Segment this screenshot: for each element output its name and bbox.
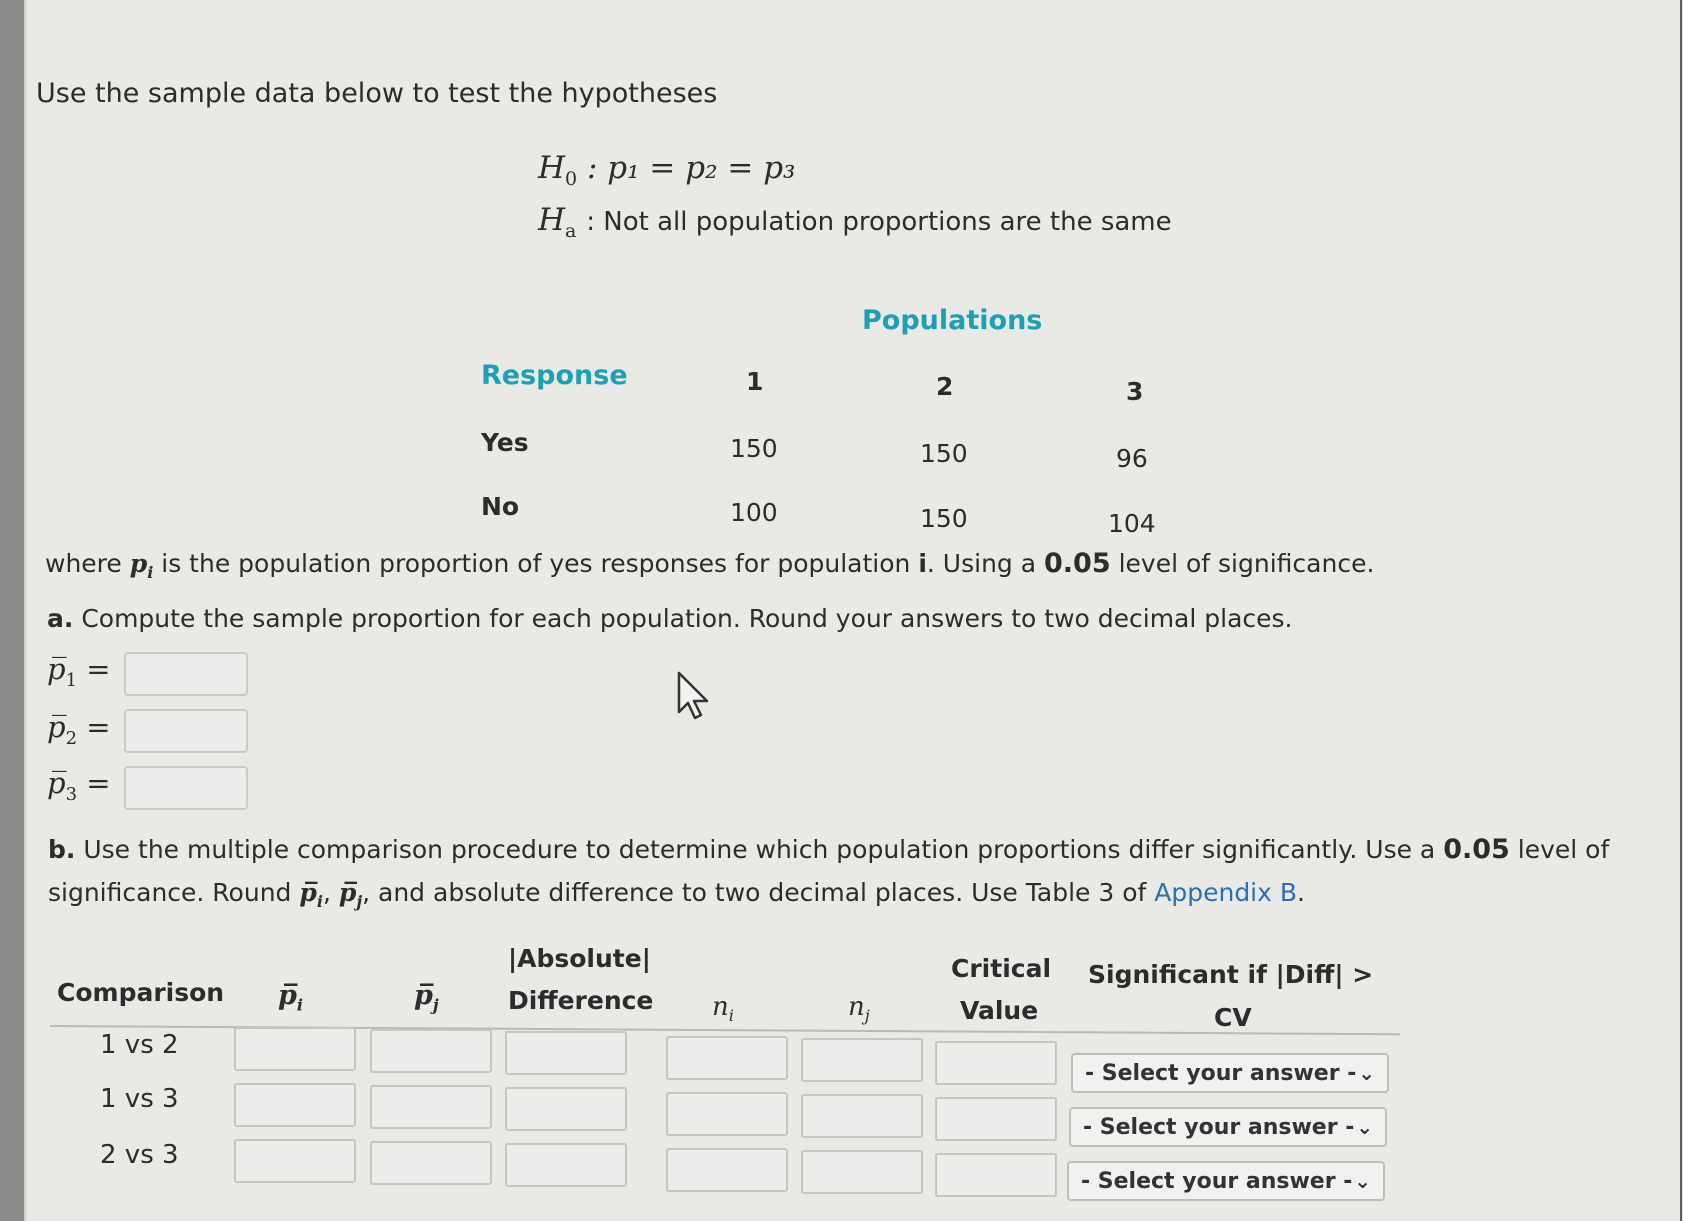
row1-cv-input[interactable] [935, 1041, 1057, 1085]
cell-no-2: 150 [920, 504, 968, 533]
intro-text: Use the sample data below to test the hypotheses [36, 78, 718, 109]
right-divider [1680, 0, 1682, 1221]
row-label-no: No [481, 492, 520, 521]
chevron-down-icon: ⌄ [1358, 1061, 1375, 1085]
row-label-1vs3: 1 vs 3 [100, 1084, 179, 1114]
where-post2: level of significance. [1118, 549, 1375, 578]
appendix-b-link[interactable]: Appendix B [1154, 878, 1298, 907]
p2-label: $p̅_2$ = [47, 710, 111, 749]
row2-significance-select[interactable]: - Select your answer - ⌄ [1069, 1107, 1387, 1147]
part-b-line-2: significance. Round $p̅_i$, $p̅_j$, and absolute difference to two decimal places. Use Table 3 of Appendix B. [48, 878, 1305, 911]
chevron-down-icon: ⌄ [1354, 1169, 1371, 1193]
header-pj: $p̅_j$ [414, 980, 439, 1015]
row2-ni-input[interactable] [666, 1092, 788, 1136]
row1-significance-select[interactable]: - Select your answer - ⌄ [1071, 1053, 1389, 1093]
left-margin-bar [0, 0, 24, 1221]
row2-nj-input[interactable] [801, 1094, 923, 1138]
null-hypothesis [538, 150, 795, 190]
p3-input[interactable] [124, 766, 248, 810]
part-b-line-1 [48, 834, 1609, 865]
chevron-down-icon: ⌄ [1356, 1115, 1373, 1139]
left-divider [24, 0, 26, 1221]
where-level: 0.05 [1044, 548, 1111, 579]
row1-pj-input[interactable] [370, 1029, 492, 1073]
p1-input[interactable] [124, 652, 248, 696]
row1-nj-input[interactable] [801, 1038, 923, 1082]
population-col-2: 2 [936, 372, 954, 401]
where-sentence [45, 548, 1374, 582]
response-header: Response [481, 360, 628, 391]
row3-pi-input[interactable] [234, 1139, 356, 1183]
where-i: i [918, 549, 927, 578]
header-ni: $n_i$ [712, 992, 734, 1026]
part-a-text: Compute the sample proportion for each population. Round your answers to two decimal places. [81, 604, 1293, 633]
alternative-hypothesis [538, 202, 1172, 242]
header-sig-line1: Significant if |Diff| > [1088, 960, 1374, 989]
cell-yes-2: 150 [920, 439, 968, 468]
part-b-line2-pre: significance. Round [48, 878, 292, 907]
where-pre: where [45, 549, 122, 578]
row2-pi-input[interactable] [234, 1083, 356, 1127]
row1-absdiff-input[interactable] [505, 1031, 627, 1075]
ha-text: : Not all population proportions are the same [586, 207, 1172, 237]
cell-yes-1: 150 [730, 434, 778, 463]
header-pi: $p̅_i$ [278, 980, 303, 1015]
row3-nj-input[interactable] [801, 1150, 923, 1194]
row2-pj-input[interactable] [370, 1085, 492, 1129]
cell-yes-3: 96 [1116, 444, 1148, 473]
row1-ni-input[interactable] [666, 1036, 788, 1080]
row3-significance-select[interactable]: - Select your answer - ⌄ [1067, 1161, 1385, 1201]
header-sig-line2: CV [1214, 1003, 1252, 1032]
row3-cv-input[interactable] [935, 1153, 1057, 1197]
cell-no-1: 100 [730, 498, 778, 527]
header-absdiff-line1: |Absolute| [508, 944, 651, 973]
header-absdiff-line2: Difference [508, 986, 654, 1015]
h0-symbol: H [538, 150, 566, 186]
population-col-1: 1 [746, 367, 764, 396]
part-b-line1-post: level of [1517, 835, 1610, 864]
header-nj: $n_j$ [848, 992, 870, 1026]
row-label-yes: Yes [481, 428, 529, 457]
part-b-label: b. [48, 835, 76, 864]
row-label-2vs3: 2 vs 3 [100, 1140, 179, 1170]
part-b-pi: $p̅_i$ [299, 878, 323, 911]
cell-no-3: 104 [1108, 509, 1156, 538]
part-b-line2-mid: , and absolute difference to two decimal places. Use Table 3 of [362, 878, 1147, 907]
row3-absdiff-input[interactable] [505, 1143, 627, 1187]
ha-symbol: H [538, 202, 566, 238]
h0-expression: : p₁ = p₂ = p₃ [587, 150, 796, 186]
h0-subscript: 0 [565, 168, 578, 191]
mouse-cursor-icon [676, 670, 716, 722]
where-var: $p_i$ [129, 549, 154, 582]
ha-subscript: a [565, 220, 577, 243]
header-comparison: Comparison [57, 978, 225, 1007]
row1-pi-input[interactable] [234, 1027, 356, 1071]
p1-label: $p̅_1$ = [47, 652, 111, 691]
part-b-line1-pre: Use the multiple comparison procedure to determine which population proportions differ significantly. Use a [83, 835, 1436, 864]
row2-absdiff-input[interactable] [505, 1087, 627, 1131]
part-b-level: 0.05 [1443, 834, 1510, 865]
row3-ni-input[interactable] [666, 1148, 788, 1192]
part-a-label: a. [47, 604, 74, 633]
populations-header: Populations [862, 305, 1043, 336]
row2-cv-input[interactable] [935, 1097, 1057, 1141]
population-col-3: 3 [1126, 377, 1144, 406]
part-b-pj: $p̅_j$ [338, 878, 363, 911]
where-post1: . Using a [926, 549, 1037, 578]
where-mid: is the population proportion of yes responses for population [161, 549, 911, 578]
row3-pj-input[interactable] [370, 1141, 492, 1185]
header-cv-line2: Value [960, 996, 1039, 1025]
row-label-1vs2: 1 vs 2 [100, 1030, 179, 1060]
p2-input[interactable] [124, 709, 248, 753]
part-a-instruction [47, 604, 1293, 633]
p3-label: $p̅_3$ = [47, 766, 111, 805]
header-cv-line1: Critical [951, 954, 1052, 983]
